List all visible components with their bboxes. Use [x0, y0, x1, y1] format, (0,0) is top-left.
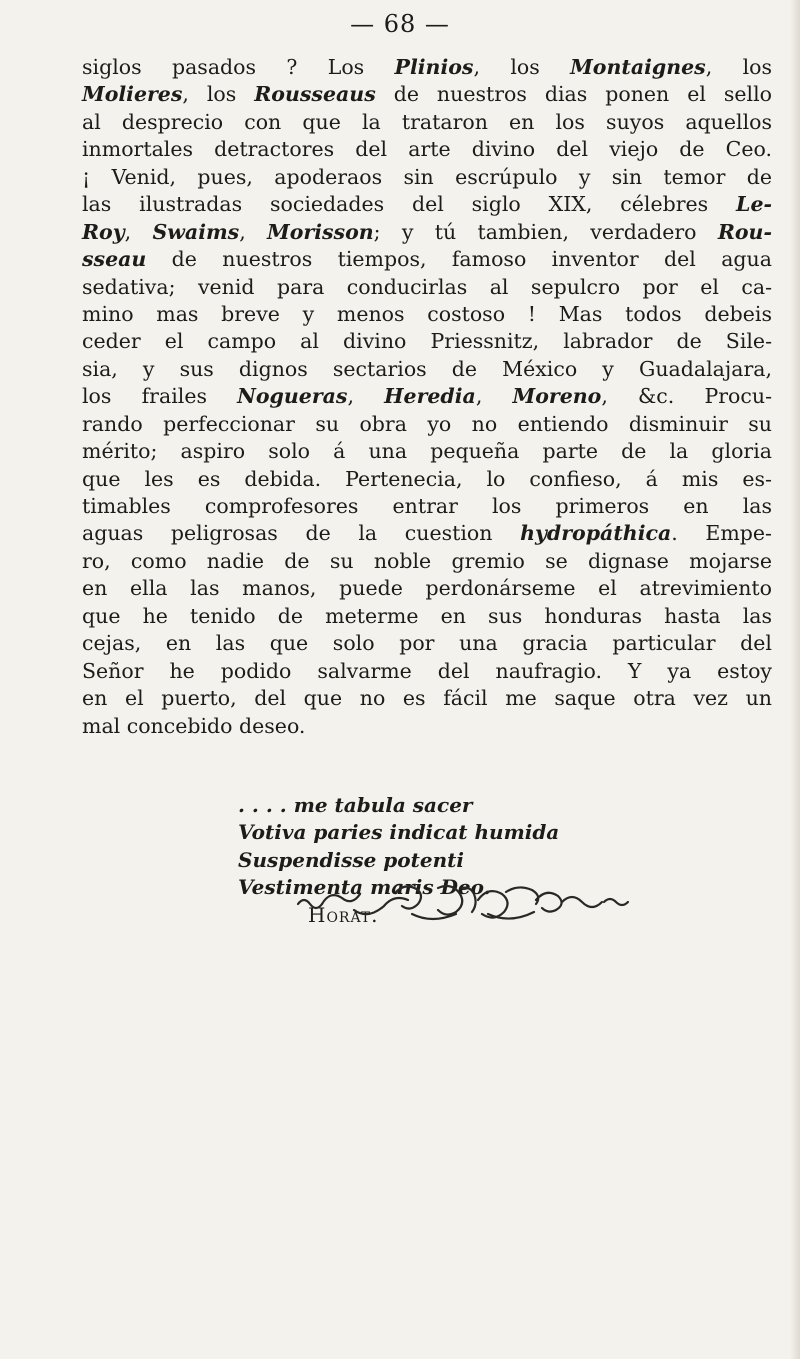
text-line: ¡ Venid, pues, apoderaos sin escrúpulo y sin temor de: [82, 164, 772, 189]
text-line: timables comprofesores entrar los primeros en las: [82, 494, 772, 518]
body-text: [82, 54, 772, 740]
text-line: rando perfeccionar su obra yo no entiendo disminuir su: [82, 411, 772, 436]
text-line: sedativa; venid para conducirlas al sepulcro por el ca-: [82, 274, 772, 299]
quotation-author: Horat.: [308, 902, 379, 927]
text-line: mino mas breve y menos costoso ! Mas todos debeis: [82, 301, 772, 326]
text-line: ro, como nadie de su noble gremio se dignase mojarse: [82, 548, 772, 573]
text-line: Molieres, los Rousseaus de nuestros dias ponen el sello: [82, 82, 773, 107]
text-line: que he tenido de meterme en sus honduras hasta las: [82, 603, 772, 628]
verse-line: . . . . me tabula sacer: [238, 793, 473, 817]
text-line: Señor he podido salvarme del naufragio. Y ya estoy: [82, 658, 772, 683]
page-number: — 68 —: [350, 10, 450, 38]
text-line: siglos pasados ? Los Plinios, los Montaignes, los: [82, 55, 772, 79]
verse-line: Vestimenta maris Deo.: [238, 875, 491, 900]
text-line: cejas, en las que solo por una gracia particular del: [82, 631, 772, 656]
text-line: aguas peligrosas de la cuestion hydropáthica. Empe-: [82, 521, 772, 546]
page-edge: [790, 0, 800, 1359]
text-line: mérito; aspiro solo á una pequeña parte de la gloria: [82, 439, 772, 464]
verse-line: Suspendisse potenti: [238, 847, 464, 872]
text-line: inmortales detractores del arte divino del viejo de Ceo.: [82, 137, 772, 162]
decorative-flourish-icon: [292, 880, 632, 926]
text-line: ceder el campo al divino Priessnitz, labrador de Sile-: [82, 329, 772, 354]
verse-line: Votiva paries indicat humida: [238, 820, 560, 845]
text-line: sseau de nuestros tiempos, famoso inventor del agua: [82, 247, 772, 272]
text-line: en el puerto, del que no es fácil me saque otra vez un: [82, 686, 772, 711]
text-line: Roy, Swaims, Morisson; y tú tambien, verdadero Rou-: [82, 219, 772, 244]
text-line: sia, y sus dignos sectarios de México y Guadalajara,: [82, 356, 772, 381]
text-line: al desprecio con que la trataron en los suyos aquellos: [82, 109, 772, 134]
text-line: en ella las manos, puede perdonárseme el atrevimiento: [82, 576, 772, 601]
text-line: las ilustradas sociedades del siglo XIX, célebres Le-: [82, 192, 772, 217]
text-line: que les es debida. Pertenecia, lo confieso, á mis es-: [82, 466, 772, 491]
text-line: los frailes Nogueras, Heredia, Moreno, &c. Procu-: [82, 384, 772, 409]
text-line: mal concebido deseo.: [82, 713, 306, 738]
